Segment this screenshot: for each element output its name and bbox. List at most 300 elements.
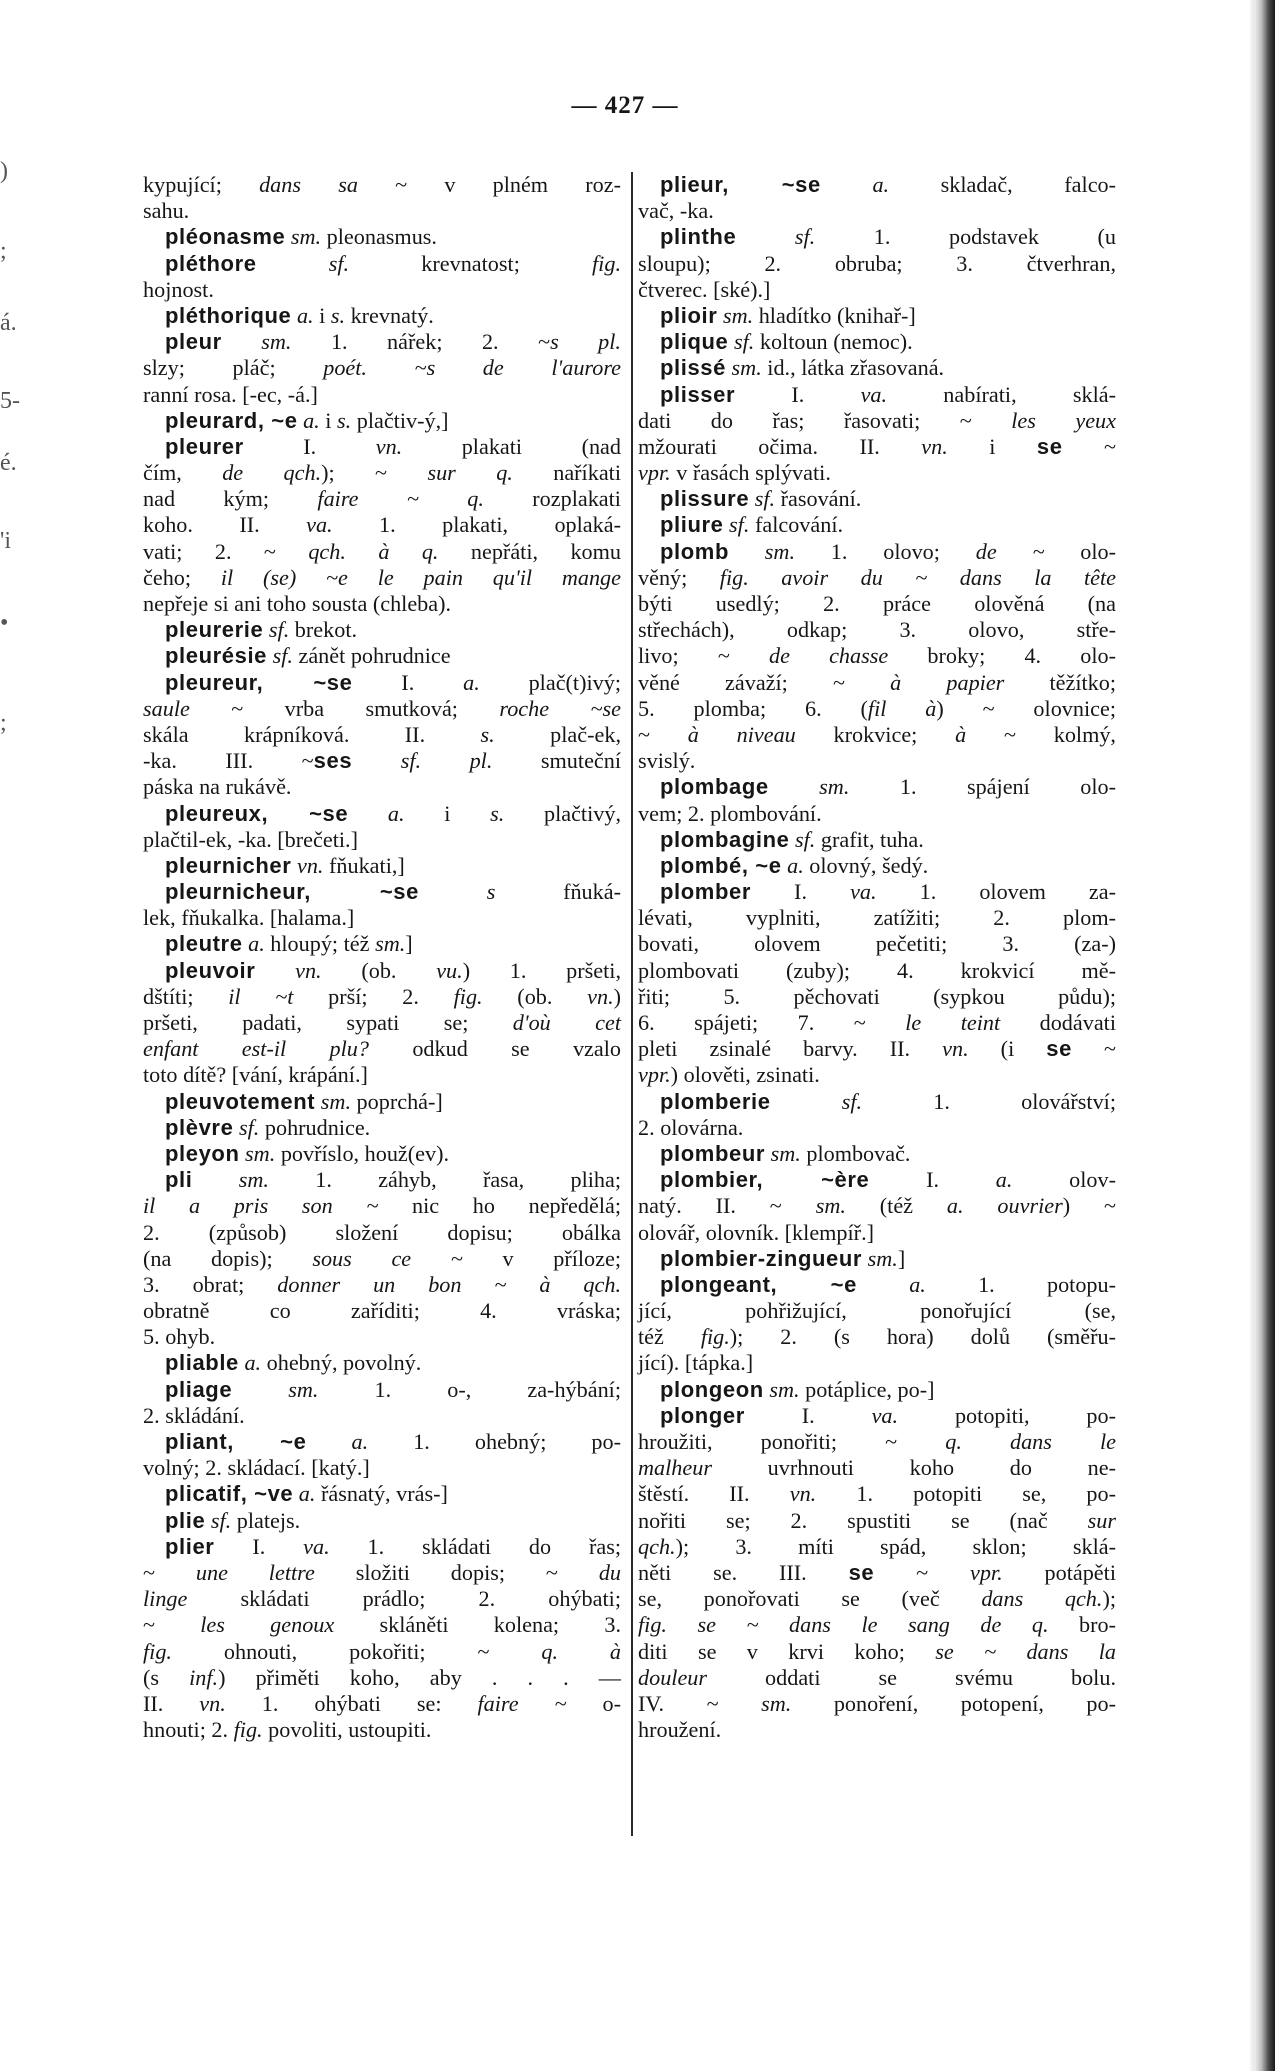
headword: pleyon [165, 1140, 240, 1166]
plain-text: pleti zsinalé barvy. II. [638, 1036, 943, 1062]
entry-line [143, 1272, 621, 1298]
plain-text: fňukati,] [323, 852, 405, 878]
plain-text [769, 774, 819, 799]
plain-text: potápěti [1002, 1559, 1116, 1585]
italic-text: sm. [261, 329, 292, 355]
plain-text: olovný, šedý. [803, 852, 929, 878]
headword: pleurerie [165, 617, 264, 643]
italic-text: sf. [794, 224, 816, 250]
plain-text: nořiti se; 2. spustiti se (nač [638, 1507, 1088, 1533]
entry-line [638, 1141, 1116, 1167]
headword: pliable [165, 1350, 239, 1376]
italic-text: malheur [638, 1455, 712, 1481]
plain-text: mžourati očima. II. [638, 433, 922, 459]
plain-text: ); 3. míti spád, sklon; sklá- [675, 1533, 1116, 1559]
plain-text: též [638, 1324, 701, 1350]
plain-text: (ob. [482, 983, 588, 1009]
plain-text: odkud se vzalo [368, 1036, 621, 1062]
plain-text: skála krápníková. II. [143, 721, 481, 747]
plain-text: skláněti kolena; 3. [334, 1612, 621, 1638]
left-column [143, 172, 621, 1743]
italic-text: q. à [541, 1638, 621, 1664]
entry-line [143, 696, 621, 722]
italic-text: sur [1087, 1507, 1116, 1533]
plain-text: i [319, 407, 337, 433]
entry-line [638, 853, 1116, 879]
entry-line [143, 1167, 621, 1193]
plain-text: ohebný, povolný. [261, 1350, 422, 1376]
plain-text: volný; 2. skládací. [katý.] [143, 1455, 370, 1481]
headword: pleureux, ~se [165, 800, 349, 826]
italic-text: va. [306, 512, 333, 538]
italic-text: sf. [754, 486, 776, 512]
italic-text: vpr. [969, 1559, 1003, 1585]
plain-text: -ka. III. ~ [143, 748, 314, 774]
plain-text: ponoření, potopení, po- [791, 1690, 1117, 1716]
italic-text: douleur [638, 1664, 708, 1690]
italic-text: de chasse [768, 643, 889, 669]
plain-text: nic ho nepředělá; [378, 1193, 622, 1219]
headword: plomberie [660, 1088, 771, 1114]
plain-text: v řasách splývati. [670, 460, 831, 486]
headword: plombeur [660, 1140, 766, 1166]
entry-line [638, 931, 1116, 957]
plain-text: (ob. [321, 957, 437, 983]
entry-line [143, 853, 621, 879]
entry-line [638, 1115, 1116, 1141]
plain-text: ] [405, 931, 413, 957]
plain-text: bro- [1048, 1612, 1116, 1638]
italic-text: fig. [592, 250, 621, 276]
plain-text: jící, pohřižující, ponořující (se, [638, 1298, 1116, 1324]
plain-text: (s [143, 1664, 190, 1690]
entry-line [638, 1429, 1116, 1455]
italic-text: les yeux [1011, 407, 1116, 433]
plain-text: olov- [1012, 1167, 1116, 1193]
plain-text: livo; ~ [638, 643, 769, 669]
plain-text: dštíti; [143, 983, 229, 1009]
italic-text: vn. [921, 433, 948, 459]
plain-text: platejs. [231, 1507, 301, 1533]
entry-line [143, 879, 621, 905]
plain-text: pleonasmus. [321, 224, 437, 250]
italic-text: s pl. [550, 329, 621, 355]
headword: pliage [165, 1376, 233, 1402]
italic-text: qch. à q. [308, 538, 439, 564]
italic-text: fig. [143, 1638, 172, 1664]
plain-text: koho. II. [143, 512, 307, 538]
plain-text: ); ~ [321, 460, 428, 486]
italic-text: de ~ [975, 538, 1045, 564]
italic-text: sm. [770, 1140, 801, 1166]
italic-text: vu. [436, 957, 463, 983]
plain-text: vač, -ka. [638, 198, 714, 224]
plain-text: ) přiměti koho, aby . . . — [218, 1664, 621, 1690]
entry-line [143, 617, 621, 643]
entry-line [143, 1324, 621, 1350]
plain-text: ~ [1071, 1036, 1116, 1062]
plain-text: olo- [1044, 538, 1116, 564]
italic-text: sm. [375, 931, 406, 957]
entry-line [143, 1377, 621, 1403]
italic-text: sm. [245, 1140, 276, 1166]
headword: plie [165, 1507, 206, 1533]
italic-text: a. [298, 1481, 316, 1507]
plain-text: krevnatost; [349, 250, 593, 276]
italic-text: poét. ~s de l'aurore [323, 355, 621, 381]
plain-text: i [313, 302, 331, 328]
italic-text: sm. [288, 1376, 319, 1402]
italic-text: a. [909, 1271, 926, 1297]
headword: pleurnicheur, ~se [165, 879, 419, 905]
plain-text [257, 251, 329, 276]
entry-line [638, 251, 1116, 277]
headword: plinthe [660, 224, 737, 250]
entry-line [143, 224, 621, 250]
plain-text: smuteční [492, 748, 622, 774]
plain-text: ohnouti, pokořiti; ~ [171, 1638, 542, 1664]
plain-text: IV. ~ [638, 1690, 762, 1716]
headword: plombagine [660, 826, 790, 852]
italic-text: sm. [320, 1088, 351, 1114]
entry-line [638, 1534, 1116, 1560]
headword: plioir [660, 302, 718, 328]
plain-text: ] [897, 1245, 906, 1271]
plain-text: se, ponořovati se (več [638, 1586, 982, 1612]
italic-text: qch. [638, 1533, 676, 1559]
plain-text: (i [968, 1036, 1047, 1062]
italic-text: enfant est-il plu? [143, 1036, 369, 1062]
right-column [638, 172, 1116, 1743]
entry-line [638, 1010, 1116, 1036]
plain-text: falcování. [749, 512, 844, 538]
plain-text: uvrhnouti koho do ne- [711, 1455, 1116, 1481]
plain-text: broky; 4. olo- [888, 643, 1116, 669]
headword: plongeon [660, 1376, 764, 1402]
italic-text: sm. [731, 355, 762, 381]
plain-text: ); [1102, 1586, 1116, 1612]
headword: plicatif, ~ve [165, 1481, 294, 1507]
entry-line [143, 539, 621, 565]
italic-text: a. ouvrier [946, 1193, 1063, 1219]
entry-line [638, 1639, 1116, 1665]
headword: pleur [165, 329, 222, 355]
headword: plombage [660, 774, 769, 800]
entry-line [143, 1141, 621, 1167]
entry-line [143, 1717, 621, 1743]
entry-line [638, 879, 1116, 905]
entry-line [638, 1220, 1116, 1246]
plain-text: (na dopis); [143, 1245, 313, 1271]
entry-line [143, 198, 621, 224]
italic-text: fig. avoir du ~ dans la tête [719, 564, 1116, 590]
entry-line [143, 984, 621, 1010]
plain-text: I. [744, 1402, 872, 1428]
plain-text [419, 879, 487, 904]
headword: pleurer [165, 433, 244, 459]
plain-text: ); 2. (s hora) dolů (směřu- [729, 1324, 1116, 1350]
entry-line [143, 565, 621, 591]
plain-text [232, 1377, 288, 1402]
plain-text: hladítko (knihař-] [753, 302, 916, 328]
entry-line [638, 1717, 1116, 1743]
entry-line [638, 1350, 1116, 1376]
plain-text: býti usedlý; 2. práce olověná (na [638, 591, 1116, 616]
italic-text: une lettre [195, 1559, 315, 1585]
plain-text: něti se. III. [638, 1559, 849, 1585]
headword: pleutre [165, 931, 243, 957]
entry-line [143, 1115, 621, 1141]
plain-text: koltoun (nemoc). [754, 329, 913, 355]
bleed-mark: á. [0, 310, 17, 336]
plain-text [306, 1429, 351, 1454]
plain-text: ) ~ olovnice; [936, 695, 1116, 721]
entry-line [143, 1586, 621, 1612]
plain-text [192, 1167, 238, 1192]
italic-text: dans sa [259, 172, 358, 197]
entry-line [143, 1534, 621, 1560]
headword: plisser [660, 381, 736, 407]
plain-text: střechách), odkap; 3. olovo, stře- [638, 617, 1116, 643]
italic-text: sm. [722, 302, 754, 328]
column-divider [631, 172, 633, 1836]
plain-text: 1. skládati do řas; [329, 1533, 622, 1559]
entry-line [638, 1062, 1116, 1088]
italic-text: a. [995, 1167, 1013, 1193]
plain-text: 3. obrat; [143, 1271, 278, 1297]
entry-line [143, 1429, 621, 1455]
plain-text: čeho; [143, 564, 221, 590]
entry-line [143, 1560, 621, 1586]
plain-text: vati; 2. ~ [143, 538, 309, 564]
plain-text: I. [352, 669, 464, 695]
plain-text: potáplice, po-] [799, 1376, 935, 1402]
italic-text: va. [850, 879, 877, 905]
entry-line [143, 801, 621, 827]
plain-text [729, 539, 765, 564]
italic-text: sm. [290, 224, 322, 250]
bleed-mark: ; [0, 710, 7, 736]
plain-text: naříkati [512, 460, 621, 486]
plain-text: skládati prádlo; 2. ohýbati; [187, 1586, 621, 1612]
entry-line [143, 905, 621, 931]
entry-line [638, 1272, 1116, 1298]
plain-text: věné závaží; ~ [638, 669, 891, 695]
plain-text: diti se v krvi koho; [638, 1638, 936, 1664]
page-number: — 427 — [571, 92, 679, 119]
plain-text: oddati se svému bolu. [707, 1664, 1116, 1690]
italic-text: q. dans le [945, 1429, 1116, 1454]
plain-text: plačtivý, [504, 800, 621, 826]
plain-text: I. [751, 879, 851, 905]
headword: plombé, ~e [660, 852, 782, 878]
entry-line [143, 355, 621, 381]
plain-text: lek, fňukalka. [halama.] [143, 905, 355, 931]
entry-line [143, 512, 621, 538]
bleed-through-strip [0, 150, 22, 1950]
entry-line [638, 460, 1116, 486]
entry-line [638, 1036, 1116, 1062]
plain-text: i [947, 433, 1037, 459]
headword: ses [313, 748, 353, 774]
italic-text: vn. [789, 1481, 817, 1507]
plain-text: olovář, olovník. [klempíř.] [638, 1219, 875, 1245]
plain-text: nabírati, sklá- [887, 381, 1116, 407]
entry-line [638, 172, 1116, 198]
entry-line [638, 1167, 1116, 1193]
plain-text: 1. ohebný; po- [368, 1429, 621, 1454]
italic-text: a. [303, 407, 320, 433]
entry-line [143, 958, 621, 984]
entry-line [638, 958, 1116, 984]
entry-line [143, 1036, 621, 1062]
italic-text: sf. [272, 643, 293, 669]
italic-text: inf. [189, 1664, 219, 1690]
plain-text: ) olověti, zsinati. [670, 1062, 820, 1088]
italic-text: sf. [238, 1114, 260, 1140]
italic-text: roche ~se [499, 695, 622, 721]
entry-line [638, 1612, 1116, 1638]
entry-line [143, 774, 621, 800]
entry-line [143, 1403, 621, 1429]
entry-line [143, 1062, 621, 1088]
plain-text: 1. olovem za- [876, 879, 1117, 905]
plain-text: 1. záhyb, řasa, pliha; [268, 1167, 622, 1193]
italic-text: vn. [296, 852, 324, 878]
italic-text: vn. [942, 1036, 969, 1062]
headword: plomb [660, 538, 729, 564]
entry-line [638, 434, 1116, 460]
entry-line [638, 355, 1116, 381]
entry-line [638, 382, 1116, 408]
entry-line [638, 539, 1116, 565]
italic-text: fig. [453, 983, 483, 1009]
entry-line [638, 277, 1116, 303]
italic-text: du [598, 1559, 621, 1585]
plain-text: věný; [638, 564, 720, 590]
headword: pleurésie [165, 643, 268, 669]
entry-line [143, 408, 621, 434]
headword: plonger [660, 1402, 745, 1428]
plain-text: řásnatý, vrás-] [315, 1481, 448, 1507]
plain-text: nepřeje si ani toho sousta (chleba). [143, 591, 452, 616]
entry-line [143, 827, 621, 853]
italic-text: a. [244, 1350, 262, 1376]
headword: plieur, ~se [660, 172, 821, 197]
italic-text: à niveau [687, 721, 796, 747]
headword: plissure [660, 486, 750, 512]
italic-text: sf. [795, 826, 816, 852]
plain-text: 5. ohyb. [143, 1324, 216, 1350]
italic-text: s. [490, 800, 505, 826]
entry-line [638, 303, 1116, 329]
entry-line [143, 251, 621, 277]
headword: plombier, ~ère [660, 1167, 870, 1193]
entry-line [638, 1298, 1116, 1324]
bleed-mark: ; [0, 238, 7, 264]
plain-text: zánět pohrudnice [292, 643, 451, 669]
italic-text: a. [296, 302, 314, 328]
italic-text: a. [463, 669, 480, 695]
plain-text: rozplakati [483, 486, 621, 512]
italic-text: il (se) ~e le pain qu'il mange [220, 564, 621, 590]
entry-line [638, 591, 1116, 617]
italic-text: faire ~ q. [317, 486, 484, 512]
plain-text: ~ [874, 1559, 970, 1585]
plain-text: dodávati [1000, 1010, 1117, 1035]
entry-line [143, 670, 621, 696]
plain-text: hojnost. [143, 276, 214, 302]
italic-text: sf. [328, 250, 350, 276]
plain-text: hloupý; též [264, 931, 376, 957]
entry-line [143, 1089, 621, 1115]
italic-text: s. [480, 721, 495, 747]
plain-text: čím, [143, 460, 223, 486]
entry-line [143, 382, 621, 408]
entry-line [143, 1246, 621, 1272]
italic-text: vn. [375, 433, 403, 459]
entry-line [143, 1481, 621, 1507]
entry-line [638, 774, 1116, 800]
entry-line [638, 329, 1116, 355]
plain-text: ) [613, 983, 622, 1009]
entry-line [638, 617, 1116, 643]
plain-text: 1. o-, za-hýbání; [318, 1376, 622, 1402]
plain-text: toto dítě? [vání, krápání.] [143, 1062, 368, 1088]
headword: plique [660, 329, 729, 355]
plain-text: 1. potopiti se, po- [816, 1481, 1117, 1507]
plain-text: krokvice; [795, 721, 956, 747]
plain-text: plombovač. [800, 1140, 911, 1166]
headword: pleuvotement [165, 1088, 316, 1114]
entry-line [143, 1639, 621, 1665]
plain-text: lévati, vyplniti, zatížiti; 2. plom- [638, 905, 1116, 931]
entry-line [638, 1377, 1116, 1403]
plain-text: potopiti, po- [898, 1402, 1116, 1428]
entry-line [143, 1455, 621, 1481]
plain-text: I. [869, 1167, 996, 1193]
plain-text [348, 801, 388, 826]
entry-line [638, 1560, 1116, 1586]
italic-text: sf. [268, 617, 290, 643]
plain-text: I. [735, 381, 861, 407]
headword: pléonasme [165, 224, 286, 250]
italic-text: dans qch. [981, 1586, 1103, 1612]
italic-text: vn. [199, 1690, 226, 1716]
italic-text: vpr. [638, 1062, 671, 1088]
italic-text: sf. pl. [400, 748, 493, 774]
plain-text: hnouti; 2. [143, 1717, 234, 1743]
plain-text: brekot. [289, 617, 358, 643]
plain-text: nepřáti, komu [438, 538, 621, 564]
plain-text [352, 748, 401, 773]
entry-line [638, 1089, 1116, 1115]
entry-line [638, 512, 1116, 538]
plain-text: plačtiv-ý,] [351, 407, 449, 433]
italic-text: sf. [729, 512, 750, 538]
plain-text [821, 172, 873, 197]
plain-text: pohrudnice. [259, 1114, 371, 1140]
plain-text: v příloze; [462, 1245, 622, 1271]
entry-line [638, 565, 1116, 591]
entry-line [638, 486, 1116, 512]
italic-text: il ~t [228, 983, 294, 1009]
plain-text: 1. olovo; [795, 538, 976, 564]
plain-text: 6. spájeti; 7. ~ [638, 1010, 906, 1035]
headword: pléthorique [165, 302, 292, 328]
plain-text: 1. ohýbati se: [225, 1690, 478, 1716]
bleed-mark: • [0, 610, 9, 636]
